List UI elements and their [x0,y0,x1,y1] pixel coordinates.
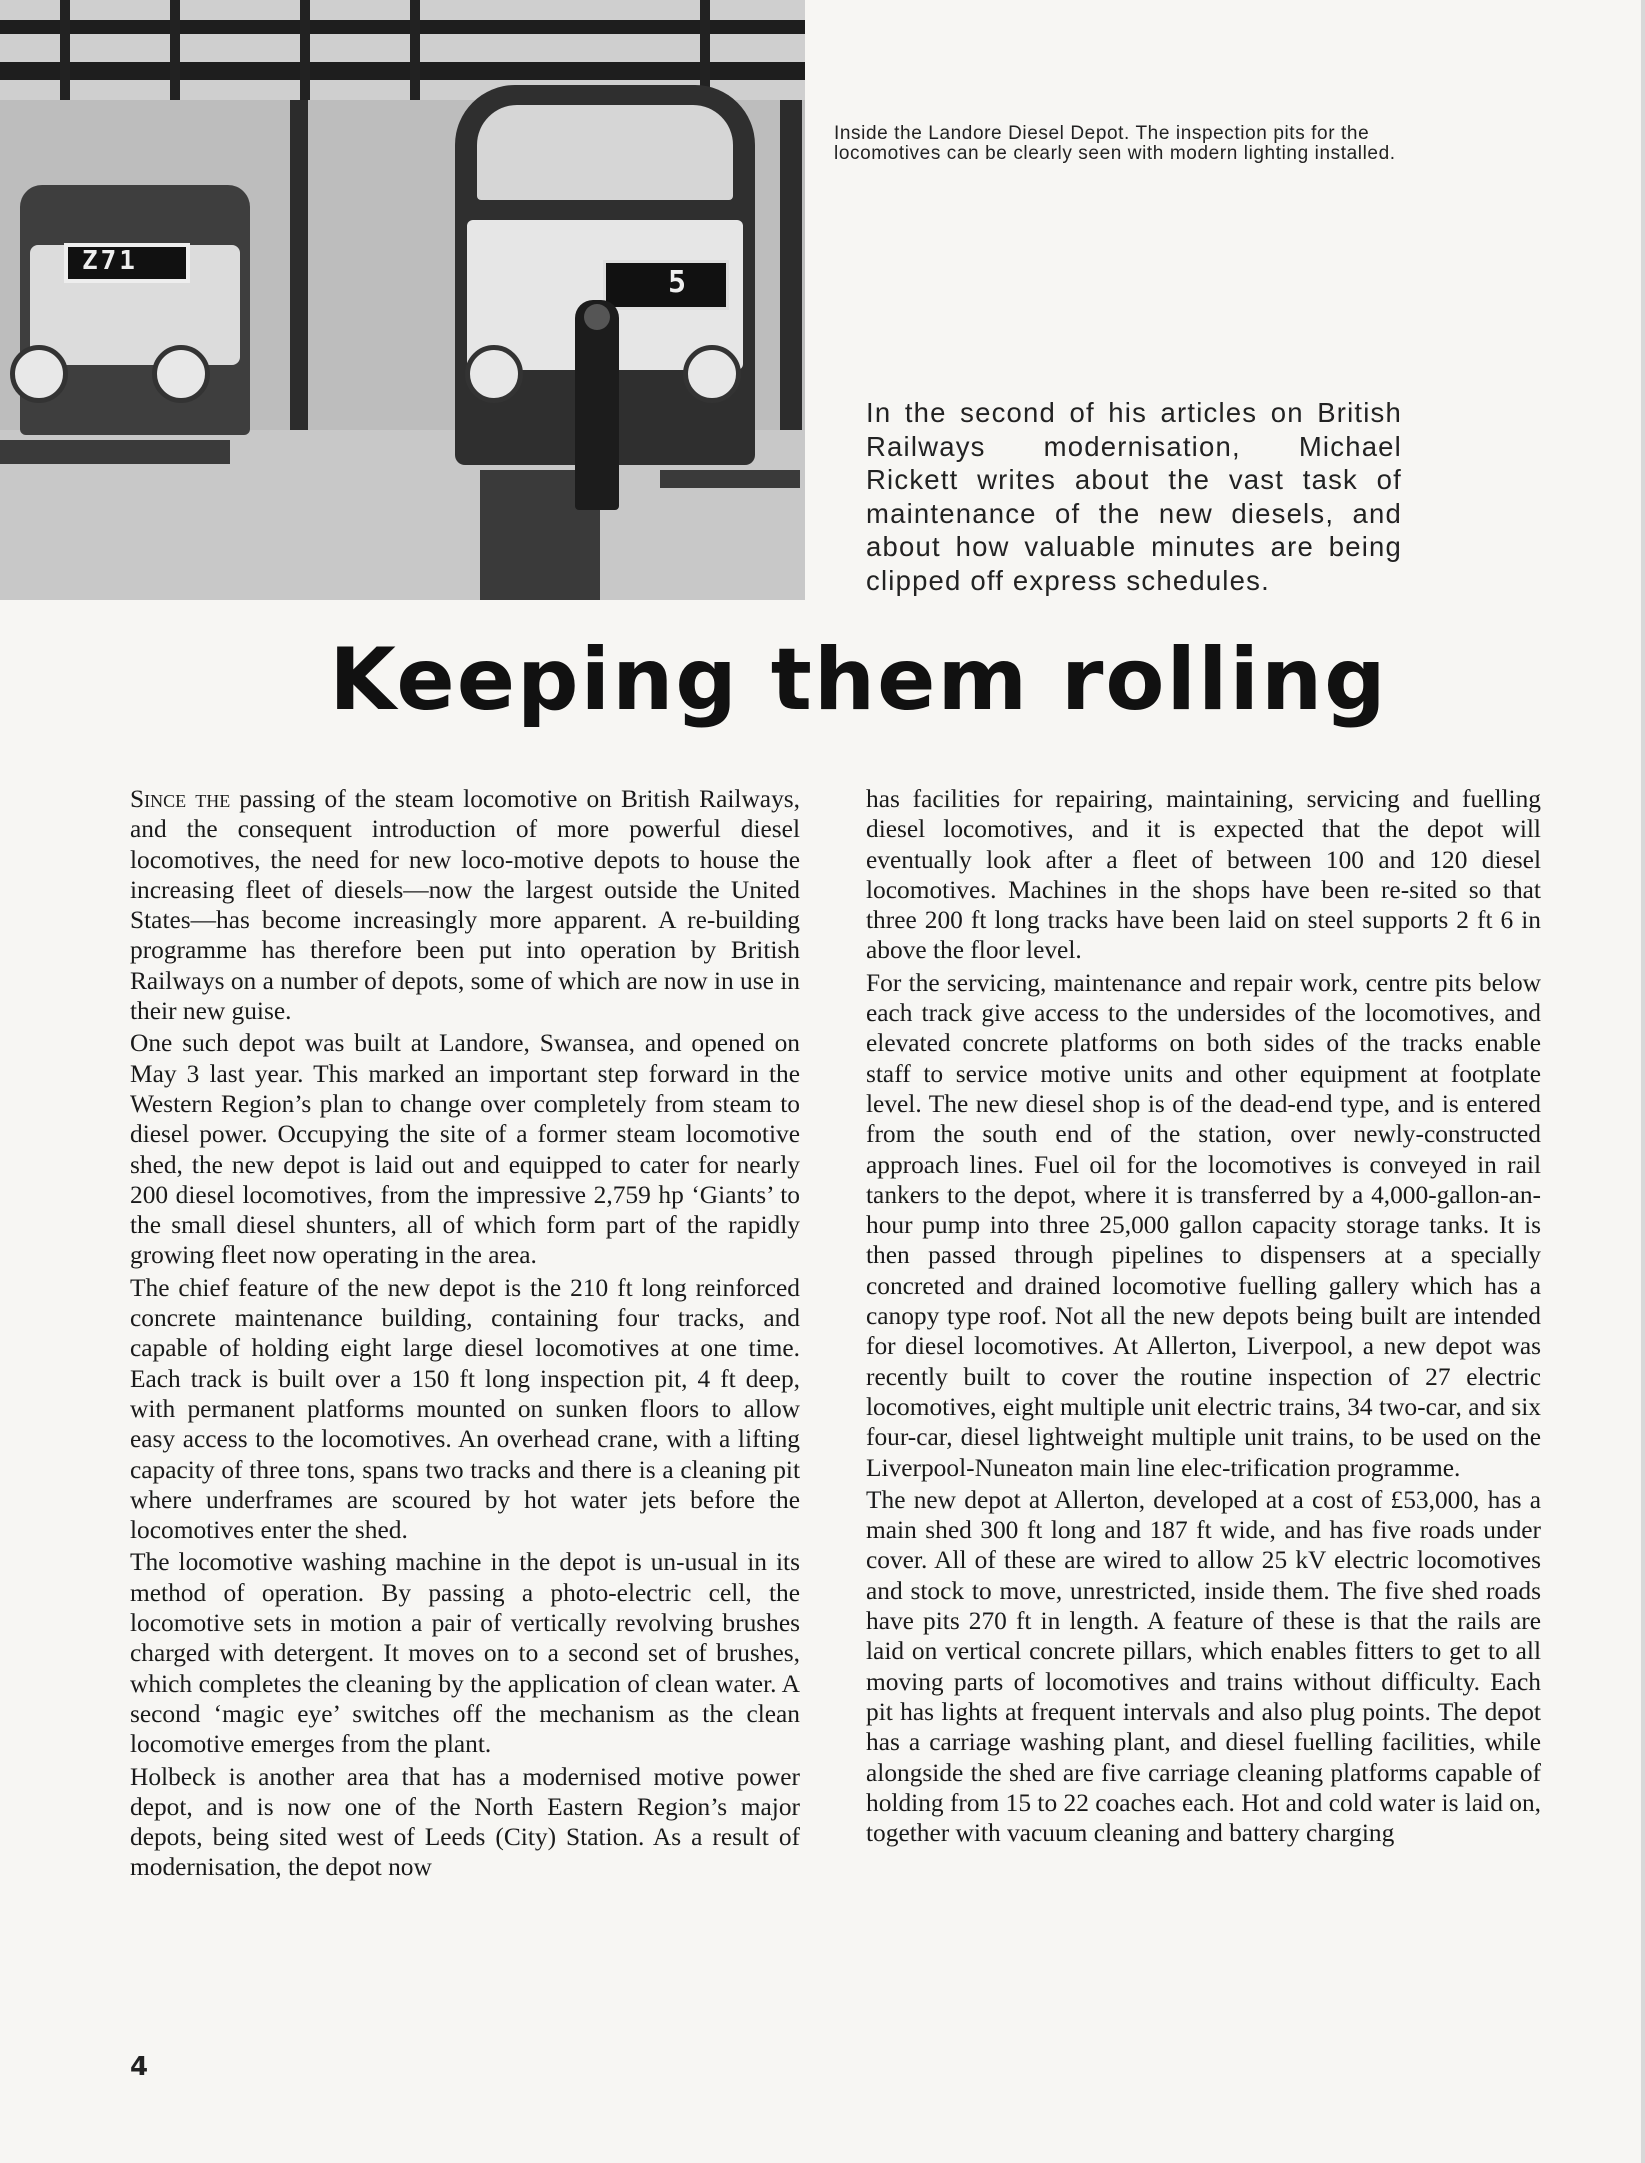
roof-strut [410,0,420,100]
article-paragraph: Holbeck is another area that has a modernised motive power depot, and is now one of the North Eastern Region’s major depots, being sited west of Leeds (City) Station. As a result of modernisation, the depot now [130,1762,800,1882]
roof-strut [170,0,180,100]
headline: Keeping them rolling [329,630,1388,730]
standfirst: In the second of his articles on British Railways modernisation, Michael Rickett writes about the vast task of maintenance of the new diesels, and about how valuable minutes are being clipped off express schedules. [866,397,1402,596]
buffer-icon [10,345,68,403]
headcode-text: 5 [668,265,687,300]
article-paragraph: The new depot at Allerton, developed at a cost of £53,000, has a main shed 300 ft long and 187 ft wide, and has five roads under cover. All of these are wired to allow 25 kV electric locomotives and stock to move, unrestricted, inside them. The five shed roads have pits 270 ft in length. A feature of these is that the rails are laid on vertical concrete pillars, which enables fitters to get to all moving parts of locomotives and trains without difficulty. Each pit has lights at frequent intervals and also plug points. The depot has a carriage washing plant, and diesel fuelling facilities, while alongside the shed are five carriage cleaning platforms capable of holding from 15 to 22 coaches each. Hot and cold water is laid on, together with vacuum cleaning and battery charging [866,1485,1541,1848]
article-paragraph: One such depot was built at Landore, Swansea, and opened on May 3 last year. This marked an important step forward in the Western Region’s plan to change over completely from steam to diesel power. Occupying the site of a former steam locomotive shed, the new depot is laid out and equipped to cater for nearly 200 diesel locomotives, from the impressive 2,759 hp ‘Giants’ to the small diesel shunters, all of which form part of the rapidly growing fleet now operating in the area. [130,1029,800,1270]
buffer-icon [152,345,210,403]
depot-photo [0,0,805,600]
page-edge [1641,0,1645,2163]
article-paragraph: has facilities for repairing, maintaining, servicing and fuelling diesel locomotives, and it is expected that the depot will eventually look after a fleet of between 100 and 120 diesel locomotives. Machines in the shops have been re-sited so that three 200 ft long tracks have been laid on steel supports 2 ft 6 in above the floor level. [866,785,1541,965]
article-column-right [866,784,1541,1850]
page-number: 4 [130,2052,149,2082]
lead-in: Since the [130,785,231,813]
article-column-left [130,784,800,1885]
headcode-text: Z71 [82,246,138,276]
roof-beam [0,20,805,34]
buffer-icon [465,345,523,403]
inspection-pit [0,440,230,464]
locomotive-left [20,185,250,435]
buffer-icon [683,345,741,403]
headcode-panel [603,260,729,310]
article-paragraph: For the servicing, maintenance and repair work, centre pits below each track give access to the undersides of the locomotives, and elevated concrete platforms on both sides of the tracks enable staff to service motive units and other equipment at footplate level. The new diesel shop is of the dead-end type, and is entered from the south end of the station, over newly-constructed approach lines. Fuel oil for the locomotives is conveyed in rail tankers to the depot, where it is transferred by a 4,000-gallon-an-hour pump into three 25,000 gallon capacity storage tanks. It is then passed through pipelines to dispensers at a specially concreted and drained locomotive fuelling gallery which has a canopy type roof. Not all the new depots being built are intended for diesel locomotives. At Allerton, Liverpool, a new depot was recently built to cover the routine inspection of 27 electric locomotives, eight multiple unit electric trains, 34 two-car, and six four-car, diesel lightweight multiple unit trains, to be used on the Liverpool-Nuneaton main line elec-trification programme. [866,968,1541,1482]
article-paragraph: The locomotive washing machine in the depot is un-usual in its method of operation. By passing a photo-electric cell, the locomotive sets in motion a pair of vertically revolving brushes charged with detergent. It moves on to a second set of brushes, which completes the cleaning by the application of clean water. A second ‘magic eye’ switches off the mechanism as the clean locomotive emerges from the plant. [130,1548,800,1759]
roof-strut [60,0,70,100]
article-paragraph: The chief feature of the new depot is the 210 ft long reinforced concrete maintenance building, containing four tracks, and capable of holding eight large diesel locomotives at one time. Each track is built over a 150 ft long inspection pit, 4 ft deep, with permanent platforms mounted on sunken floors to allow easy access to the locomotives. An overhead crane, with a lifting capacity of three tons, spans two tracks and there is a cleaning pit where underframes are scoured by hot water jets before the locomotives enter the shed. [130,1273,800,1545]
locomotive-cab-windows [477,105,733,200]
pillar [290,100,308,430]
roof-beam [0,62,805,80]
article-paragraph [130,784,800,1026]
depot-worker-head [584,304,610,330]
photo-caption: Inside the Landore Diesel Depot. The inspection pits for the locomotives can be clearly seen with modern lighting installed. [834,123,1396,164]
headcode-panel [64,243,190,283]
pillar [780,100,802,430]
inspection-pit [660,470,800,488]
depot-worker [575,300,619,510]
roof-strut [300,0,310,100]
lead-paragraph-text: passing of the steam locomotive on British Railways, and the consequent introduction of more powerful diesel locomotives, the need for new loco-motive depots to house the increasing fleet of diesels—now the largest outside the United States—has become increasingly more apparent. A re-building programme has therefore been put into operation by British Railways on a number of depots, some of which are now in use in their new guise. [130,785,800,1026]
